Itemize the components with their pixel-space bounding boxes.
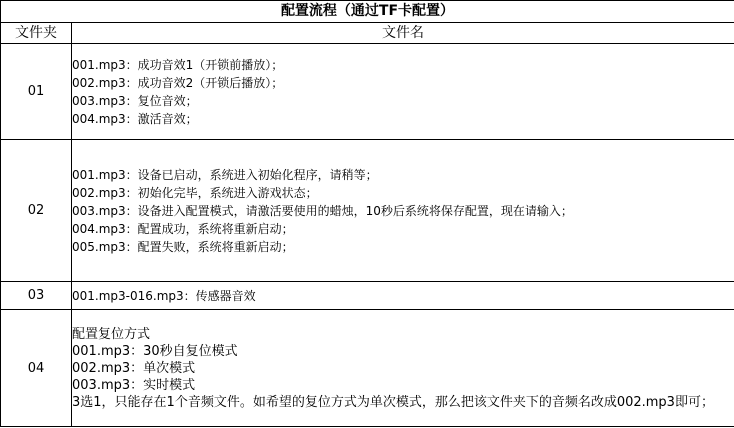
file-line: 001.mp3-016.mp3：传感器音效 bbox=[72, 288, 256, 303]
file-line: 001.mp3：30秒自复位模式 bbox=[72, 343, 238, 359]
file-line: 004.mp3：配置成功，系统将重新启动； bbox=[72, 221, 294, 236]
filename-cell bbox=[72, 140, 734, 282]
file-line: 3选1，只能存在1个音频文件。如希望的复位方式为单次模式，那么把该文件夹下的音频名改成002.mp3即可； bbox=[72, 394, 714, 410]
file-line: 002.mp3：成功音效2（开锁后播放）； bbox=[72, 75, 284, 90]
filename-cell bbox=[72, 310, 734, 427]
table-row bbox=[1, 44, 734, 140]
table-row bbox=[1, 140, 734, 282]
file-line: 003.mp3：实时模式 bbox=[72, 377, 196, 393]
table-row bbox=[1, 282, 734, 310]
file-line: 001.mp3：成功音效1（开锁前播放）； bbox=[72, 57, 284, 72]
file-line: 001.mp3：设备已启动，系统进入初始化程序，请稍等； bbox=[72, 167, 378, 182]
folder-column-header: 文件夹 bbox=[1, 23, 72, 44]
folder-cell: 02 bbox=[1, 140, 72, 282]
filename-cell bbox=[72, 282, 734, 310]
folder-cell: 04 bbox=[1, 310, 72, 427]
file-line: 003.mp3：复位音效； bbox=[72, 93, 198, 108]
folder-cell: 03 bbox=[1, 282, 72, 310]
file-line: 002.mp3：单次模式 bbox=[72, 360, 196, 376]
file-line: 002.mp3：初始化完毕，系统进入游戏状态； bbox=[72, 185, 318, 200]
file-line: 配置复位方式 bbox=[72, 326, 151, 342]
file-line: 005.mp3：配置失败，系统将重新启动； bbox=[72, 239, 294, 254]
filename-cell bbox=[72, 44, 734, 140]
filename-column-header: 文件名 bbox=[72, 23, 734, 44]
table-row bbox=[1, 310, 734, 427]
folder-cell: 01 bbox=[1, 44, 72, 140]
file-line: 004.mp3：激活音效； bbox=[72, 111, 198, 126]
table-title: 配置流程（通过TF卡配置） bbox=[1, 1, 734, 23]
file-line: 003.mp3：设备进入配置模式，请激活要使用的蜡烛，10秒后系统将保存配置，现在请输入； bbox=[72, 203, 573, 218]
